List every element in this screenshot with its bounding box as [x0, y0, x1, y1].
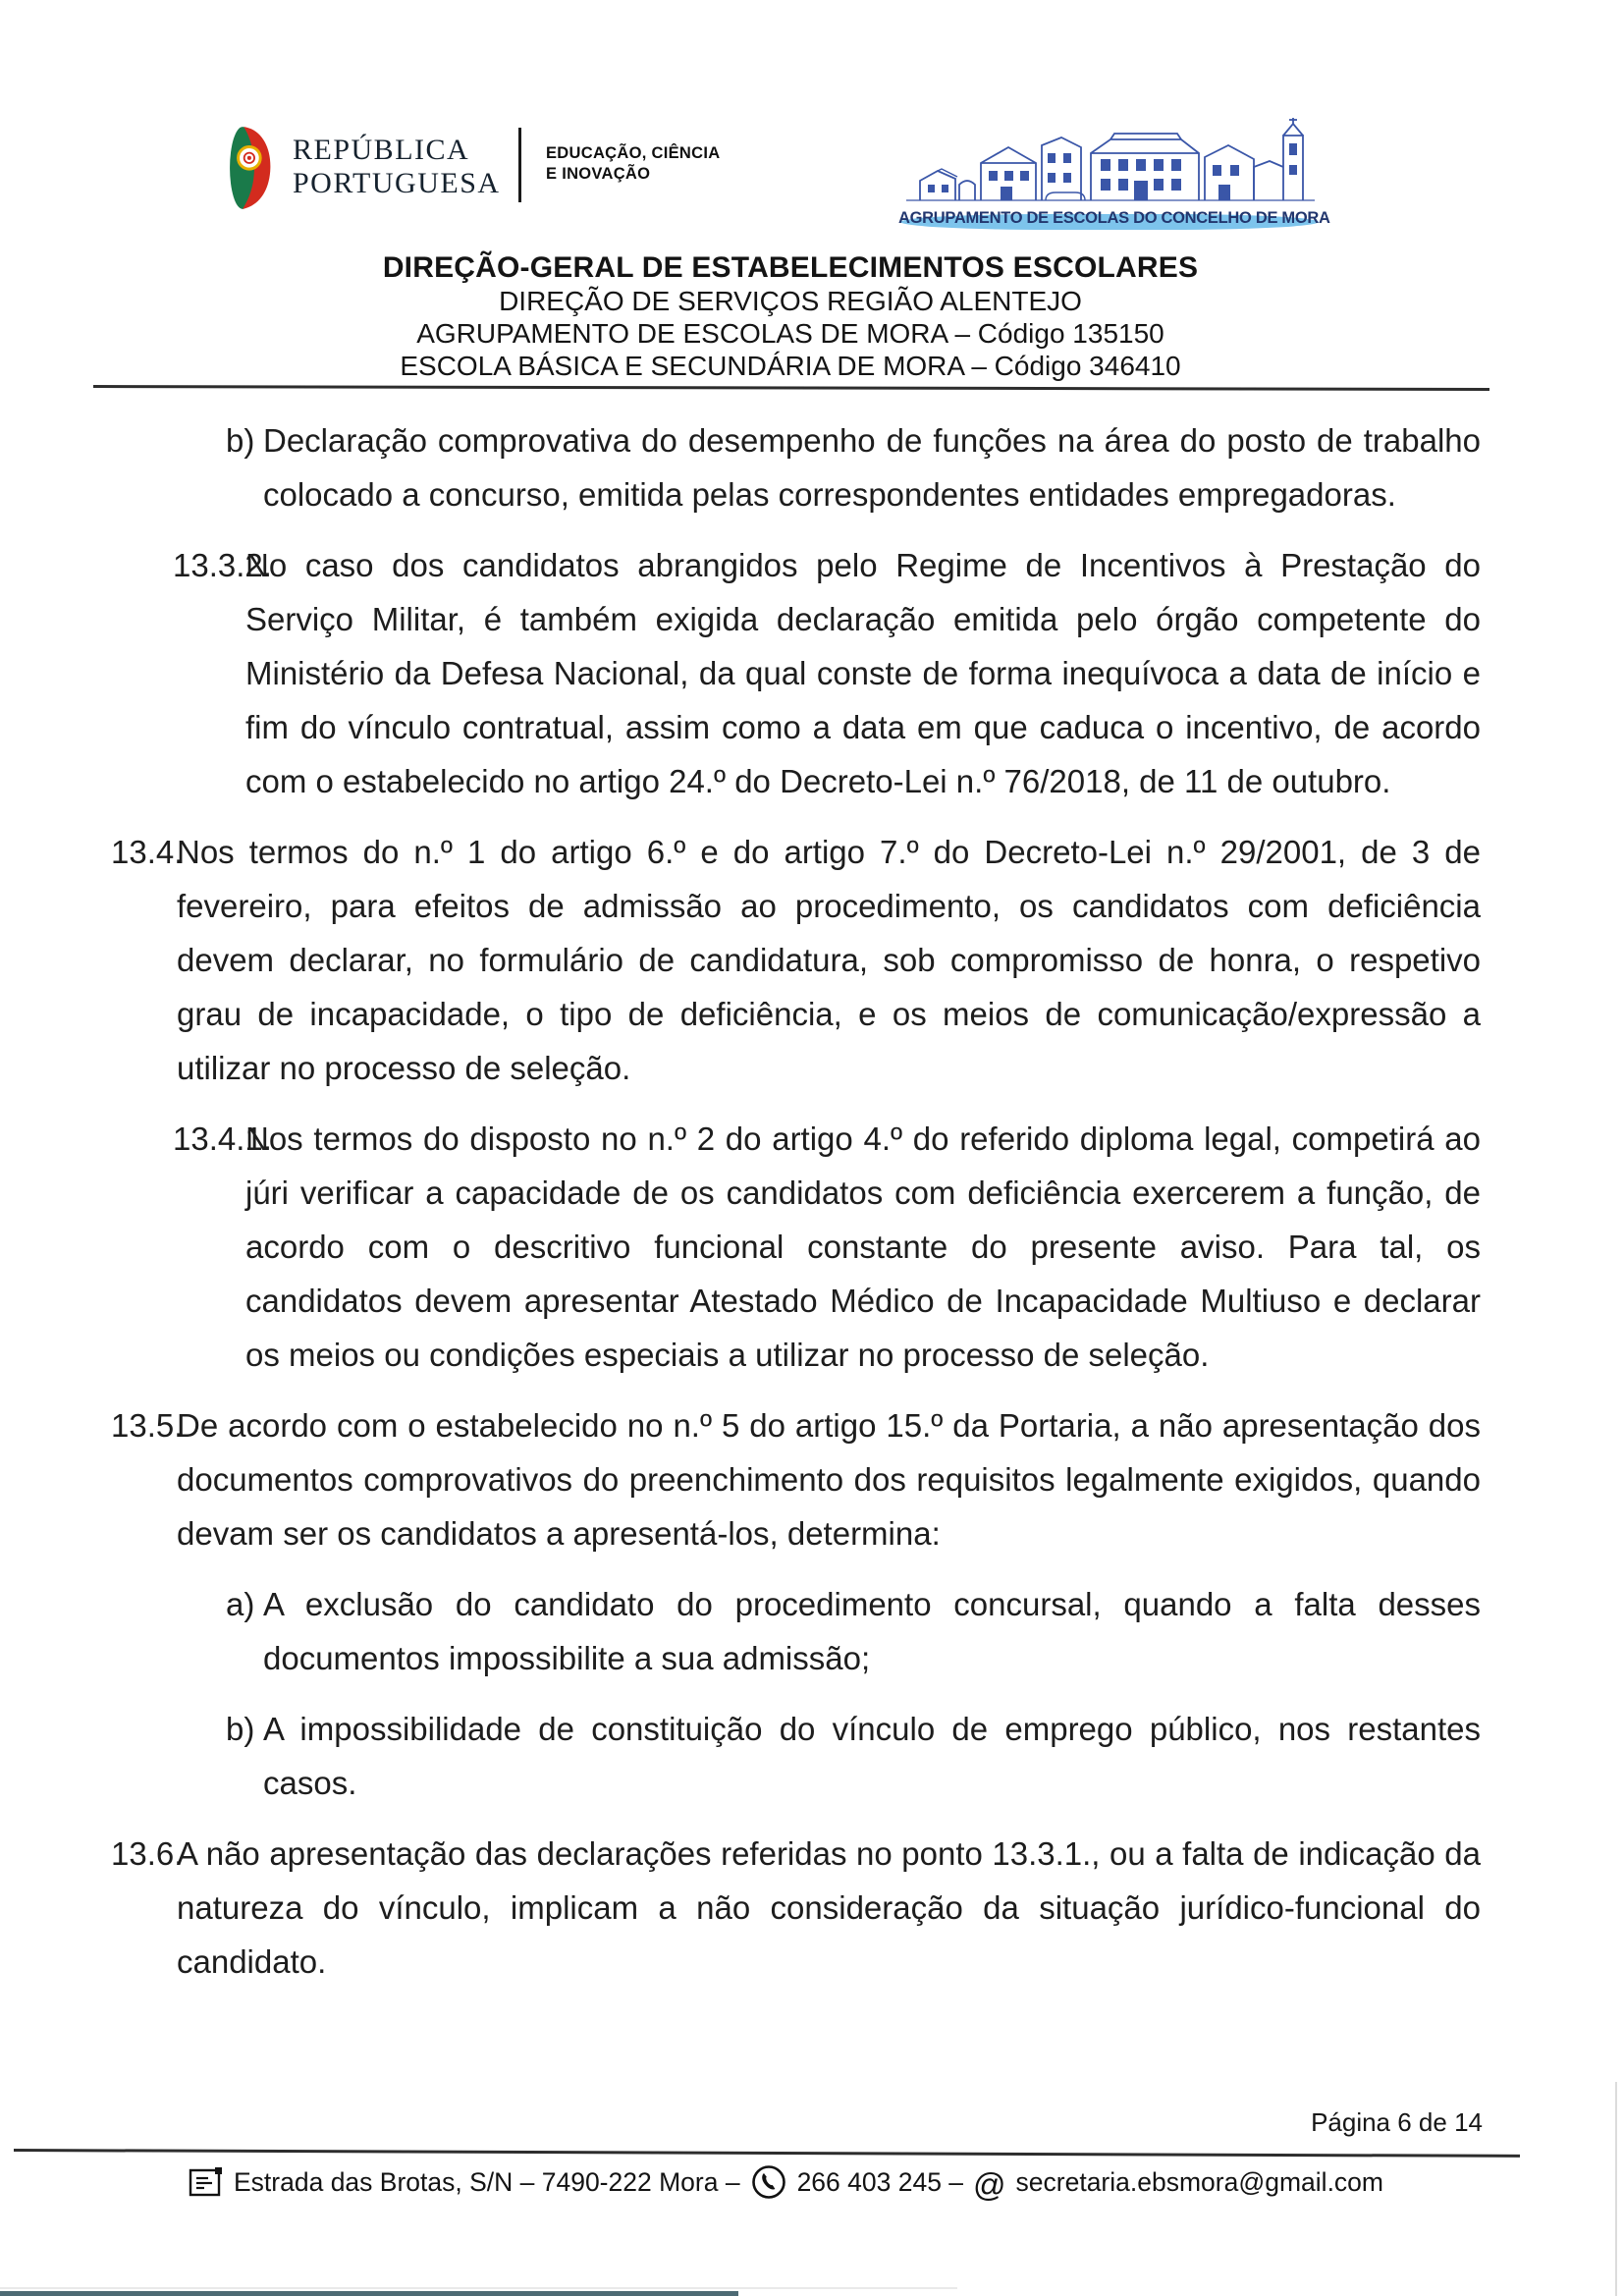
school-cluster-logo	[898, 116, 1330, 232]
list-item-b1	[0, 413, 1624, 521]
item-label: 13.4.	[111, 834, 184, 870]
item-label: 13.4.1.	[173, 1121, 272, 1157]
item-text: No caso dos candidatos abrangidos pelo Regime de Incentivos à Prestação do Serviço Militar, é também exigida declaração emitida pelo órgão competente do Ministério da Defesa Nacional, da qual conste de forma inequívoca a data de início e fim do vínculo contratual, assim como a data em que caduca o incentivo, de acordo com o estabelecido no artigo 24.º do Decreto-Lei n.º 76/2018, de 11 de outubro.	[245, 547, 1481, 799]
item-text: A impossibilidade de constituição do vínculo de emprego público, nos restantes casos.	[263, 1711, 1481, 1801]
item-label: 13.5.	[111, 1407, 184, 1444]
list-item-13-6	[0, 1827, 1624, 1989]
scan-artifact-line	[0, 2287, 957, 2289]
document-body	[0, 413, 1624, 2005]
page-number-indicator: Página 6 de 14	[1311, 2107, 1483, 2137]
header-title-line4: ESCOLA BÁSICA E SECUNDÁRIA DE MORA – Código 346410	[400, 351, 1181, 381]
item-text: A não apresentação das declarações referidas no ponto 13.3.1., ou a falta de indicação da natureza do vínculo, implicam a não consideração da situação jurídico-funcional do candidato.	[177, 1835, 1481, 1980]
list-item-a	[0, 1577, 1624, 1685]
footer-email: secretaria.ebsmora@gmail.com	[1015, 2166, 1383, 2197]
list-item-b2	[0, 1702, 1624, 1810]
item-text: Declaração comprovativa do desempenho de funções na área do posto de trabalho colocado a concurso, emitida pelas correspondentes entidades empregadoras.	[263, 422, 1481, 513]
item-text: Nos termos do n.º 1 do artigo 6.º e do artigo 7.º do Decreto-Lei n.º 29/2001, de 3 de fevereiro, para efeitos de admissão ao procedimento, os candidatos com deficiência devem declarar, no formulário de candidatura, sob compromisso de honra, o respetivo grau de incapacidade, o tipo de deficiência, e os meios de comunicação/expressão a utilizar no processo de seleção.	[177, 834, 1481, 1086]
phone-icon	[750, 2163, 787, 2201]
at-icon: @	[973, 2165, 1006, 2203]
item-text: A exclusão do candidato do procedimento concursal, quando a falta desses documentos impossibilite a sua admissão;	[263, 1586, 1481, 1676]
portugal-flag-emblem-icon	[228, 126, 273, 210]
footer-rule	[14, 2149, 1520, 2158]
scan-artifact-right-edge	[1615, 2082, 1617, 2296]
footer-contact-line	[189, 2160, 1383, 2204]
list-item-13-4-1	[0, 1112, 1624, 1382]
item-label: 13.6.	[111, 1835, 184, 1872]
footer-phone: 266 403 245 –	[796, 2166, 964, 2197]
footer-address: Estrada das Brotas, S/N – 7490-222 Mora –	[234, 2166, 740, 2197]
school-cluster-logo-caption: AGRUPAMENTO DE ESCOLAS DO CONCELHO DE MORA	[898, 209, 1330, 227]
scan-artifact-bottom-strip	[0, 2291, 738, 2296]
republica-portuguesa-logo	[228, 126, 501, 210]
ministry-name	[546, 143, 720, 185]
header-title-line1: DIREÇÃO-GERAL DE ESTABELECIMENTOS ESCOLARES	[382, 251, 1199, 284]
header-title-line3: AGRUPAMENTO DE ESCOLAS DE MORA – Código 135150	[416, 318, 1164, 349]
logo-divider	[518, 128, 521, 202]
item-label: b)	[226, 422, 255, 459]
envelope-icon	[189, 2165, 224, 2199]
ministry-line1: EDUCAÇÃO, CIÊNCIA	[546, 144, 721, 162]
gov-logo-country-name	[293, 134, 501, 200]
list-item-13-3-2	[0, 538, 1624, 808]
item-label: 13.3.2.	[173, 547, 272, 583]
item-text: Nos termos do disposto no n.º 2 do artigo 4.º do referido diploma legal, competirá ao júri verificar a capacidade de os candidatos com deficiência exercerem a função, de acordo com o descritivo funcional constante do presente aviso. Para tal, os candidatos devem apresentar Atestado Médico de Incapacidade Multiuso e declarar os meios ou condições especiais a utilizar no processo de seleção.	[245, 1121, 1481, 1373]
village-skyline-drawing-icon	[898, 116, 1321, 206]
ministry-line2: E INOVAÇÃO	[546, 165, 651, 183]
gov-logo-line2: PORTUGUESA	[293, 167, 501, 199]
item-label: a)	[226, 1586, 255, 1622]
item-label: b)	[226, 1711, 255, 1747]
document-header-block	[93, 251, 1488, 382]
item-text: De acordo com o estabelecido no n.º 5 do artigo 15.º da Portaria, a não apresentação dos documentos comprovativos do preenchimento dos requisitos legalmente exigidos, quando devam ser os candidatos a apresentá-los, determina:	[177, 1407, 1481, 1552]
gov-logo-line1: REPÚBLICA	[293, 134, 470, 166]
header-rule	[93, 385, 1489, 391]
header-title-line2: DIREÇÃO DE SERVIÇOS REGIÃO ALENTEJO	[499, 286, 1082, 316]
list-item-13-5	[0, 1398, 1624, 1560]
list-item-13-4	[0, 825, 1624, 1095]
